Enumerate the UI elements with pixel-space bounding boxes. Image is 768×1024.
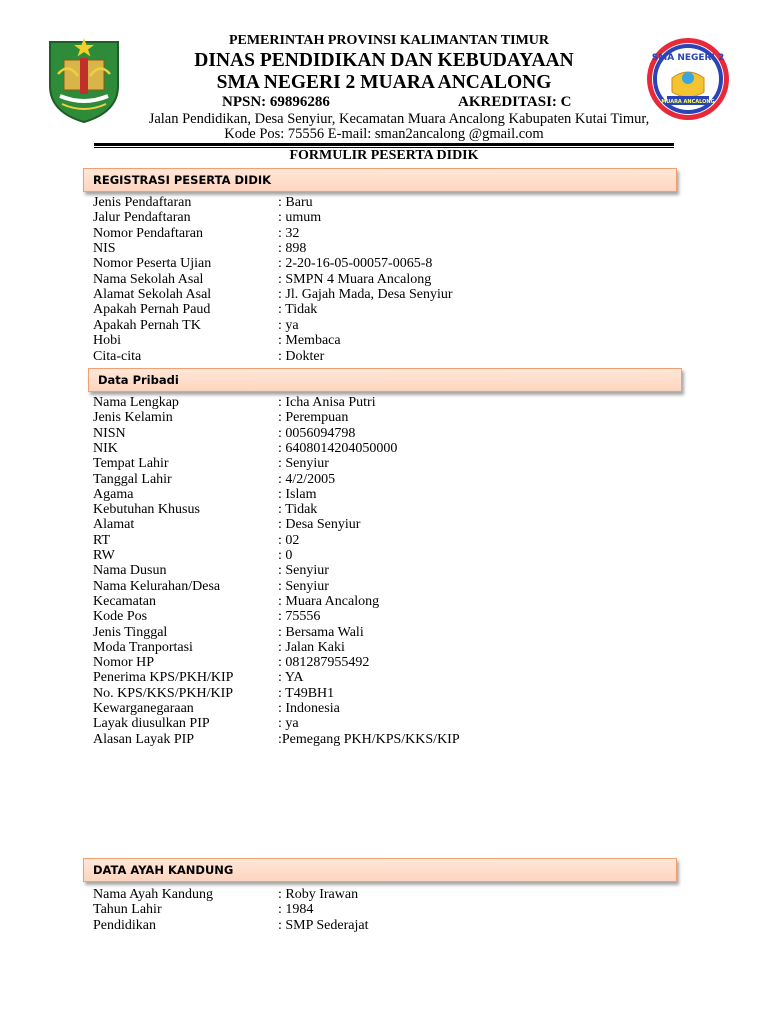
akreditasi-text: AKREDITASI: C (458, 94, 572, 110)
field-label: Nomor HP (93, 655, 155, 671)
field-label: Nama Sekolah Asal (93, 271, 204, 287)
field-label: Alasan Layak PIP (93, 731, 195, 747)
field-value: : 32 (278, 225, 300, 241)
field-label: Layak diusulkan PIP (93, 716, 210, 732)
field-label: Tahun Lahir (93, 902, 162, 918)
field-value: : ya (278, 317, 299, 333)
field-label: Hobi (93, 333, 121, 349)
field-value: : Jalan Kaki (278, 639, 345, 655)
field-value: : Roby Irawan (278, 887, 359, 902)
field-label: NIK (93, 440, 118, 456)
field-label: Tanggal Lahir (93, 471, 172, 487)
field-value: : Desa Senyiur (278, 517, 361, 533)
section-header-data-pribadi: Data Pribadi (88, 368, 682, 392)
field-label: Jenis Kelamin (93, 410, 173, 426)
field-value: : Indonesia (278, 701, 340, 716)
field-value: : Tidak (278, 302, 318, 318)
field-label: Apakah Pernah Paud (93, 302, 211, 318)
field-label: Kecamatan (93, 593, 156, 609)
field-label: Kewarganegaraan (93, 701, 194, 716)
npsn-text: NPSN: 69896286 (222, 94, 330, 110)
field-value: : 898 (278, 241, 307, 257)
field-value: : 1984 (278, 902, 314, 918)
field-value: : 02 (278, 532, 300, 548)
field-value: : 2-20-16-05-00057-0065-8 (278, 256, 433, 272)
address-line-1: Jalan Pendidikan, Desa Senyiur, Kecamatan Muara Ancalong Kabupaten Kutai Timur, (148, 111, 650, 127)
field-label: Apakah Pernah TK (93, 317, 201, 333)
field-value: : Icha Anisa Putri (278, 395, 376, 410)
field-value: : T49BH1 (278, 685, 335, 701)
field-value: : 4/2/2005 (278, 471, 336, 487)
svg-text:SMA NEGERI 2: SMA NEGERI 2 (651, 53, 725, 63)
field-value: : 081287955492 (278, 655, 370, 671)
field-label: Nomor Peserta Ujian (93, 256, 212, 272)
field-value: : Senyiur (278, 578, 329, 594)
field-value: : Muara Ancalong (278, 593, 380, 609)
field-value: : 0 (278, 548, 293, 563)
svg-text:MUARA ANCALONG: MUARA ANCALONG (661, 99, 715, 105)
field-label: Cita-cita (93, 348, 142, 364)
school-name-heading: SMA NEGERI 2 MUARA ANCALONG (216, 72, 552, 93)
field-label: Jenis Pendaftaran (93, 195, 192, 210)
field-label: Alamat Sekolah Asal (93, 287, 212, 303)
field-label: Pendidikan (93, 917, 156, 933)
field-label: Nomor Pendaftaran (93, 225, 204, 241)
field-label: Jalur Pendaftaran (93, 210, 191, 226)
field-value: : Baru (278, 195, 313, 210)
field-value: : 6408014204050000 (278, 440, 398, 456)
field-label: Moda Tranportasi (93, 639, 193, 655)
province-heading: PEMERINTAH PROVINSI KALIMANTAN TIMUR (228, 33, 550, 48)
address-line-2: Kode Pos: 75556 E-mail: sman2ancalong @gmail.com (224, 126, 544, 142)
field-value: : SMP Sederajat (278, 917, 369, 933)
header-divider-thick (94, 143, 674, 146)
field-label: No. KPS/KKS/PKH/KIP (93, 685, 234, 701)
field-label: Nama Dusun (93, 563, 167, 579)
field-value: : Perempuan (278, 410, 349, 426)
field-label: Penerima KPS/PKH/KIP (93, 670, 234, 686)
field-value: : YA (278, 670, 304, 686)
field-label: Jenis Tinggal (93, 624, 168, 640)
field-label: NISN (93, 425, 126, 441)
field-label: Nama Ayah Kandung (93, 887, 214, 902)
field-value: :Pemegang PKH/KPS/KKS/KIP (278, 731, 460, 747)
field-label: NIS (93, 241, 116, 257)
field-label: Nama Lengkap (93, 395, 179, 410)
field-label: Tempat Lahir (93, 456, 169, 472)
field-label: Agama (93, 486, 134, 502)
field-label: Kebutuhan Khusus (93, 502, 200, 518)
field-value: : 0056094798 (278, 425, 356, 441)
field-value: : Islam (278, 486, 317, 502)
field-value: : Bersama Wali (278, 624, 364, 640)
field-label: RW (93, 548, 115, 563)
field-value: : umum (278, 210, 322, 226)
field-value: : Tidak (278, 502, 318, 518)
field-label: RT (93, 532, 111, 548)
field-label: Alamat (93, 517, 135, 533)
field-value: : Membaca (278, 333, 341, 349)
field-value: : Senyiur (278, 563, 329, 579)
field-label: Nama Kelurahan/Desa (93, 578, 221, 594)
form-title: FORMULIR PESERTA DIDIK (289, 148, 479, 163)
field-value: : Dokter (278, 348, 325, 364)
section-header-registrasi: REGISTRASI PESERTA DIDIK (83, 168, 677, 192)
field-label: Kode Pos (93, 609, 148, 625)
section-header-data-ayah: DATA AYAH KANDUNG (83, 858, 677, 882)
field-value: : SMPN 4 Muara Ancalong (278, 271, 432, 287)
department-heading: DINAS PENDIDIKAN DAN KEBUDAYAAN (194, 50, 574, 71)
field-value: : ya (278, 716, 299, 732)
field-value: : Jl. Gajah Mada, Desa Senyiur (278, 287, 453, 303)
field-value: : Senyiur (278, 456, 329, 472)
field-value: : 75556 (278, 609, 321, 625)
